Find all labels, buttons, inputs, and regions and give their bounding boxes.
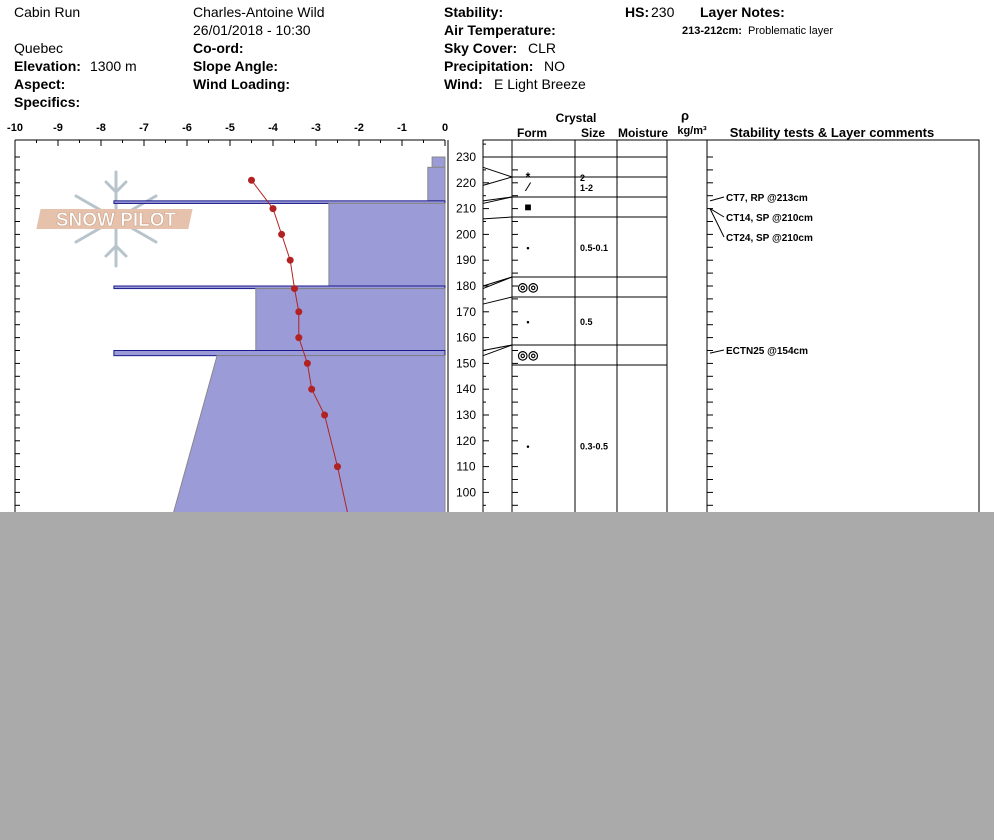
hardness-layer — [170, 356, 445, 526]
observer-name: Charles-Antoine Wild — [193, 4, 325, 20]
grain-form-symbol: ⁄ — [526, 180, 530, 194]
hardness-layer — [114, 351, 445, 356]
temperature-tick-label: -1 — [397, 122, 407, 134]
location-name: Cabin Run — [14, 4, 81, 20]
region-name: Quebec — [14, 40, 64, 56]
observation-datetime: 26/01/2018 - 10:30 — [193, 22, 311, 38]
stability-test-label: CT7, RP @213cm — [726, 193, 808, 204]
hardness-layer — [256, 289, 445, 351]
height-tick-label: 140 — [455, 382, 477, 397]
layer-connector-line — [483, 277, 512, 289]
density-symbol: ρ — [680, 108, 690, 123]
grain-form-symbol: ◎◎ — [517, 348, 539, 362]
snowpilot-logo-text: SNOW PILOT — [55, 210, 177, 231]
form-header: Form — [517, 126, 547, 140]
coord-label: Co-ord: — [193, 40, 244, 56]
stability-label: Stability: — [444, 4, 504, 20]
height-tick-label: 130 — [455, 408, 477, 422]
wind-value: E Light Breeze — [494, 76, 586, 92]
density-unit: kg/m³ — [677, 125, 707, 137]
grain-form-symbol: ◎◎ — [517, 280, 539, 294]
layer-connector-line — [483, 217, 512, 219]
hs-label: HS: — [625, 4, 650, 20]
height-tick-label: 170 — [455, 304, 477, 319]
temperature-point — [248, 177, 255, 184]
temperature-point — [321, 412, 328, 419]
grain-size: 2 — [580, 173, 586, 183]
height-tick-label: 180 — [455, 279, 477, 293]
slope-angle-label: Slope Angle: — [193, 58, 279, 74]
temperature-point — [295, 308, 302, 315]
height-tick-label: 100 — [455, 485, 477, 500]
precipitation-value: NO — [544, 58, 565, 74]
elevation-label: Elevation: — [14, 58, 81, 74]
height-tick-label: 190 — [455, 253, 477, 268]
hs-value: 230 — [651, 4, 675, 20]
snowpilot-logo — [36, 172, 192, 266]
temperature-tick-label: -3 — [311, 122, 321, 134]
temperature-point — [287, 257, 294, 264]
height-tick-label: 210 — [455, 201, 477, 216]
temperature-tick-label: -6 — [182, 122, 192, 134]
hardness-layer — [432, 157, 445, 167]
height-tick-label: 120 — [455, 433, 477, 448]
temperature-tick-label: -2 — [354, 122, 364, 134]
grain-size: 0.5 — [580, 317, 593, 327]
temperature-tick-label: 0 — [441, 122, 449, 134]
sky-cover-value: CLR — [528, 40, 557, 56]
size-header: Size — [580, 126, 606, 140]
air-temperature-label: Air Temperature: — [444, 22, 556, 38]
temperature-point — [304, 360, 311, 367]
sky-cover-label: Sky Cover: — [444, 40, 518, 56]
obscured-region — [0, 512, 994, 840]
layer-connector-line — [483, 345, 512, 356]
stability-test-leader — [710, 197, 724, 201]
stability-test-label: CT24, SP @210cm — [726, 233, 813, 244]
height-tick-label: 160 — [455, 330, 477, 345]
wind-loading-label: Wind Loading: — [193, 76, 291, 92]
temperature-tick-label: -8 — [96, 122, 106, 134]
height-tick-label: 200 — [455, 227, 477, 242]
specifics-label: Specifics: — [14, 94, 81, 110]
temperature-tick-label: -5 — [225, 122, 235, 134]
grain-form-symbol: ■ — [524, 200, 532, 214]
grain-size: 0.3-0.5 — [580, 441, 609, 452]
temperature-point — [295, 334, 302, 341]
temperature-tick-label: -9 — [53, 122, 63, 134]
temperature-tick-label: -10 — [7, 122, 23, 134]
temperature-point — [291, 285, 298, 292]
layer-connector-line — [483, 345, 512, 351]
layer-notes-label: Layer Notes: — [700, 4, 785, 20]
grain-size: 0.5-0.1 — [580, 243, 609, 253]
height-tick-label: 220 — [455, 175, 477, 190]
elevation-value: 1300 m — [90, 58, 137, 74]
grain-form-symbol: • — [526, 317, 530, 327]
layer-connector-line — [483, 177, 512, 185]
layer-connector-line — [483, 167, 512, 177]
stability-comments-header: Stability tests & Layer comments — [729, 125, 935, 140]
hardness-layer — [329, 203, 445, 286]
height-tick-label: 150 — [455, 356, 477, 371]
layer-note-range: 213-212cm: — [682, 25, 742, 37]
precipitation-label: Precipitation: — [444, 58, 534, 74]
hardness-layer — [428, 167, 445, 201]
temperature-point — [278, 231, 285, 238]
grain-form-symbol: * — [525, 170, 531, 184]
temperature-point — [308, 386, 315, 393]
stability-test-label: CT14, SP @210cm — [726, 213, 813, 224]
temperature-tick-label: -7 — [139, 122, 149, 134]
moisture-header: Moisture — [617, 126, 669, 140]
aspect-label: Aspect: — [14, 76, 66, 92]
temperature-tick-label: -4 — [268, 122, 278, 134]
grain-form-symbol: • — [526, 441, 530, 452]
stability-test-label: ECTN25 @154cm — [726, 346, 809, 357]
height-tick-label: 230 — [455, 150, 477, 164]
crystal-header: Crystal — [555, 111, 597, 125]
layer-connector-line — [483, 297, 512, 304]
grain-size: 1-2 — [580, 183, 594, 193]
grain-form-symbol: • — [526, 243, 530, 253]
height-tick-label: 110 — [456, 459, 476, 474]
temperature-point — [334, 463, 341, 470]
temperature-point — [270, 205, 277, 212]
wind-label: Wind: — [444, 76, 483, 92]
layer-note-text: Problematic layer — [748, 25, 833, 37]
